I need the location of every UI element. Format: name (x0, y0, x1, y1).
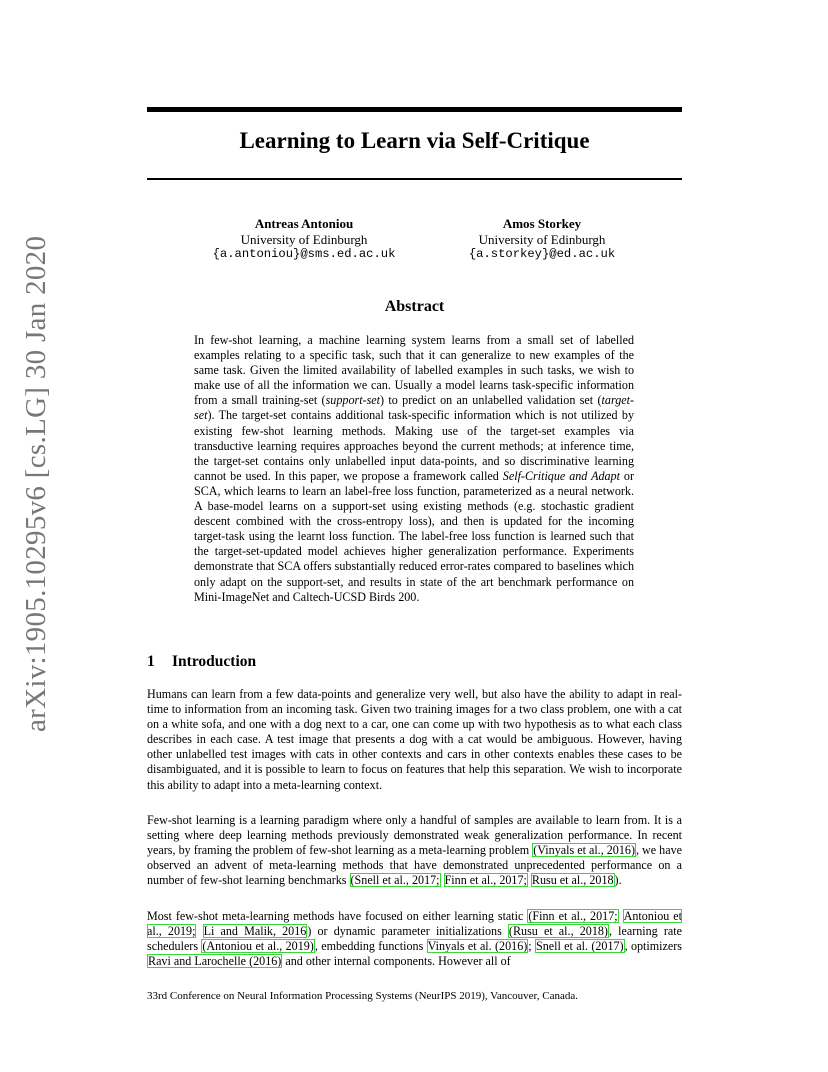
paragraph-text: , we have observed an advent of meta-learning methods that have demonstrated unprecedented performance on a number of few-shot learning benchmarks (147, 843, 682, 888)
paragraph-text: , optimizers (624, 939, 683, 954)
section-number: 1 (147, 653, 155, 670)
author-block-1 (189, 216, 419, 263)
author-email: {a.storkey}@ed.ac.uk (468, 247, 616, 261)
abstract-part: ) to predict on an unlabelled validation set ( (380, 393, 602, 408)
citation-link[interactable]: Vinyals et al. (2016) (427, 939, 528, 954)
citation-link[interactable]: Finn et al., 2017; (444, 873, 527, 888)
arxiv-id-text: arXiv:1905.10295v6 [cs.LG] 30 Jan 2020 (20, 235, 52, 732)
author-name: Antreas Antoniou (254, 216, 354, 231)
paragraph-text: ) or dynamic parameter initializations (307, 924, 508, 939)
paragraph-text: Most few-shot meta-learning methods have focused on either learning static (147, 909, 528, 923)
abstract-part: or SCA, which learns to learn an label-free loss function, parameterized as a neural network. A base-model learns on a support-set using existing methods (e.g. stochastic gradient descent combined with the cross-entropy loss), and then is updated for the incoming target-task using the learnt loss function. The label-free loss function is learned such that the target-set-updated model achieves higher generalization performance. Experiments demonstrate that SCA offers substantially reduced error-rates compared to baselines which only adapt on the support-set, and results in state of the art benchmark performance on Mini-ImageNet and Caltech-UCSD Birds 200. (194, 468, 634, 604)
citation-link[interactable]: (Rusu et al., 2018) (508, 924, 608, 939)
paragraph-text: and other internal components. However all of (282, 954, 511, 969)
citation-link[interactable]: (Antoniou et al., 2019) (202, 939, 314, 954)
author-affiliation: University of Edinburgh (240, 231, 368, 247)
paragraph-text: ; (528, 939, 535, 954)
paper-title: Learning to Learn via Self-Critique (239, 128, 590, 153)
abstract-emphasis: Self-Critique and Adapt (502, 468, 620, 483)
intro-paragraph-3 (147, 909, 682, 969)
author-affiliation: University of Edinburgh (478, 231, 606, 247)
conference-footnote: 33rd Conference on Neural Information Processing Systems (NeurIPS 2019), Vancouver, Canada. (147, 990, 579, 1002)
paragraph-text: , embedding functions (314, 939, 427, 954)
citation-link[interactable]: Ravi and Larochelle (2016) (148, 954, 282, 969)
author-name: Amos Storkey (502, 216, 582, 231)
citation-link[interactable]: Rusu et al., 2018 (531, 873, 614, 888)
paragraph-text: , learning rate schedulers (147, 924, 682, 954)
title-rule-bottom (147, 178, 682, 180)
section-title: Introduction (172, 653, 257, 670)
citation-link[interactable]: Li and Malik, 2016 (203, 924, 307, 939)
citation-link[interactable]: Snell et al. (2017) (535, 939, 624, 954)
citation-link[interactable]: (Vinyals et al., 2016) (533, 843, 635, 858)
intro-paragraph-2 (147, 813, 682, 888)
title-rule-top (147, 107, 682, 112)
section-heading (147, 653, 256, 671)
abstract-part: In few-shot learning, a machine learning system learns from a small set of labelled examples relating to a specific task, such that it can generalize to new examples of the same task. Given the limited availability of labelled examples in such tasks, we wish to make use of all the information we can. Usually a model learns task-specific information from a small training-set ( (194, 333, 634, 408)
paragraph-text: ). (614, 873, 622, 888)
abstract-text (194, 333, 634, 605)
abstract-emphasis: support-set (325, 393, 381, 408)
arxiv-side-stamp (20, 235, 60, 732)
abstract-emphasis: target-set (194, 393, 635, 423)
paragraph-text: Few-shot learning is a learning paradigm where only a handful of samples are available to learn from. It is a setting where deep learning methods previously demonstrated weak generalization performance. In recent years, by framing the problem of few-shot learning as a meta-learning problem (147, 813, 682, 858)
author-block-2 (427, 216, 657, 263)
abstract-heading: Abstract (384, 298, 445, 315)
intro-paragraph-1: Humans can learn from a few data-points and generalize very well, but also have the ability to adapt in real-time to information from an incoming task. Given two training images for a two class problem, one with a cat on a white sofa, and one with a dog next to a car, one can come up with two hypothesis as to what each class describes in each case. A test image that presents a dog with a cat would be ambiguous. However, having other unlabelled test images with cats in other contexts and cars in other contexts enables these cases to be disambiguated, and it is possible to learn to focus on features that help this separation. We wish to incorporate this ability to adapt into a meta-learning context. (147, 687, 682, 792)
citation-link[interactable]: (Snell et al., 2017; (350, 873, 440, 888)
abstract-part: ). The target-set contains additional task-specific information which is not utilized by existing few-shot learning methods. Making use of the target-set examples via transductive learning requires approaches beyond the current methods; at inference time, the target-set contains only unlabelled input data-points, and so discriminative learning cannot be used. In this paper, we propose a framework called (194, 408, 634, 483)
author-email: {a.antoniou}@sms.ed.ac.uk (212, 247, 396, 261)
citation-link[interactable]: (Finn et al., 2017; (528, 909, 618, 923)
citation-link[interactable]: Antoniou et al., 2019; (147, 909, 683, 939)
